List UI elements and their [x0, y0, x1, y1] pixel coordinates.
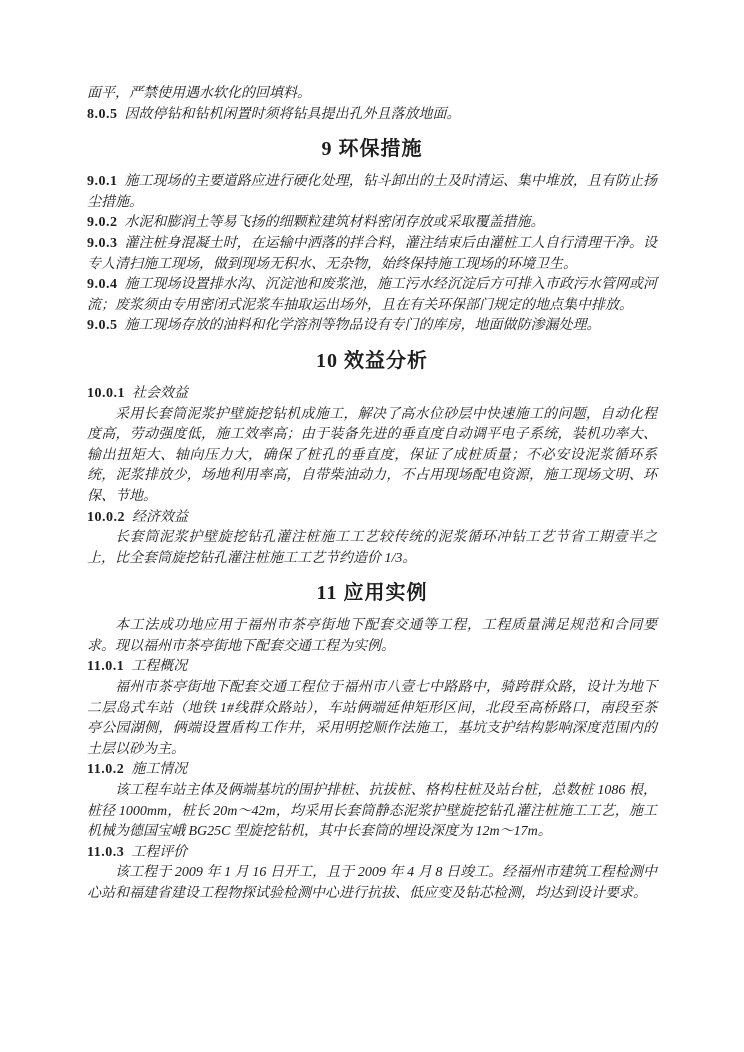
paragraph-project-evaluation: 该工程于 2009 年 1 月 16 日开工，且于 2009 年 4 月 8 日竣工。经福州市建筑工程检测中心站和福建省建设工程物探试验检测中心进行抗拔、低应变及钻芯检测，均达到设计要求。 — [87, 865, 657, 901]
clause-number: 11.0.2 — [87, 762, 125, 778]
subsection-title: 施工情况 — [131, 762, 188, 778]
clause-number: 11.0.1 — [87, 659, 125, 675]
clause-text: 施工现场存放的油料和化学溶剂等物品设有专门的库房，地面做防渗漏处理。 — [124, 318, 601, 334]
clause-text: 施工现场设置排水沟、沉淀池和废浆池，施工污水经沉淀后方可排入市政污水管网或河流；废浆须由专用密闭式泥浆车抽取运出场外，且在有关环保部门规定的地点集中排放。 — [87, 277, 657, 313]
clause-number: 9.0.3 — [87, 235, 118, 251]
subsection-title: 社会效益 — [132, 385, 188, 401]
continuation-paragraph: 面平，严禁使用遇水软化的回填料。 — [87, 86, 311, 101]
subsection-title: 经济效益 — [132, 509, 188, 525]
subsection-title: 工程概况 — [131, 659, 188, 675]
section-heading-11: 11 应用实例 — [316, 582, 428, 605]
clause-8-0-5 — [87, 105, 657, 126]
paragraph-social-benefit: 采用长套筒泥浆护壁旋挖钻机成施工，解决了高水位砂层中快速施工的问题，自动化程度高，劳动强度低，施工效率高；由于装备先进的垂直度自动调平电子系统，装机功率大、输出扭矩大、轴向压力大，确保了桩孔的垂直度，保证了成桩质量；不必安设泥浆循环系统，泥浆排放少，场地利用率高，自带柴油动力，不占用现场配电资源，施工现场文明、环保、节地。 — [87, 406, 657, 504]
section-heading-10: 10 效益分析 — [316, 349, 428, 372]
clause-text: 因故停钻和钻机闲置时须将钻具提出孔外且落放地面。 — [124, 106, 461, 122]
subsection-11-0-3 — [87, 843, 657, 864]
paragraph-project-overview: 福州市茶亭街地下配套交通工程位于福州市八壹七中路路中，骑跨群众路，设计为地下二层岛式车站（地铁 1#线群众路站），车站俩端延伸矩形区间，北段至高桥路口，南段至茶亭公园湖侧，俩端设置盾构工作井，采用明挖顺作法施工，基坑支护结构影响深度范围内的土层以砂为主。 — [87, 680, 657, 757]
paragraph-application-intro: 本工法成功地应用于福州市茶亭街地下配套交通等工程，工程质量满足规范和合同要求。现以福州市茶亭街地下配套交通工程为实例。 — [87, 618, 657, 654]
clause-number: 9.0.5 — [87, 318, 118, 334]
clause-9-0-1 — [87, 172, 657, 213]
clause-text: 灌注桩身混凝土时，在运输中洒落的拌合料，灌注结束后由灌桩工人自行清理干净。设专人清扫施工现场，做到现场无积水、无杂物，始终保持施工现场的环境卫生。 — [87, 235, 657, 272]
clause-9-0-4 — [87, 275, 657, 316]
clause-number: 10.0.1 — [87, 385, 125, 401]
clause-9-0-2 — [87, 213, 657, 234]
subsection-title: 工程评价 — [131, 844, 188, 860]
subsection-11-0-2 — [87, 760, 657, 781]
clause-number: 9.0.1 — [87, 174, 118, 190]
clause-9-0-5 — [87, 316, 657, 337]
clause-number: 10.0.2 — [87, 509, 125, 525]
subsection-10-0-1 — [87, 384, 657, 405]
section-heading-9: 9 环保措施 — [321, 138, 423, 161]
subsection-10-0-2 — [87, 508, 657, 529]
clause-9-0-3 — [87, 234, 657, 275]
clause-number: 11.0.3 — [87, 844, 125, 860]
clause-number: 9.0.4 — [87, 277, 118, 293]
clause-text: 施工现场的主要道路应进行硬化处理，钻斗卸出的土及时清运、集中堆放，且有防止扬尘措施。 — [87, 174, 657, 210]
paragraph-economic-benefit: 长套筒泥浆护壁旋挖钻孔灌注桩施工工艺较传统的泥浆循环冲钻工艺节省工期壹半之上，比全套筒旋挖钻孔灌注桩施工工艺节约造价 1/3。 — [87, 530, 657, 566]
clause-number: 8.0.5 — [87, 106, 118, 122]
clause-text: 水泥和膨润土等易飞扬的细颗粒建筑材料密闭存放或采取覆盖措施。 — [124, 215, 545, 231]
subsection-11-0-1 — [87, 657, 657, 678]
clause-number: 9.0.2 — [87, 215, 118, 231]
paragraph-construction-details: 该工程车站主体及俩端基坑的围护排桩、抗拔桩、格构柱桩及站台桩，总数桩 1086 根，桩径 1000mm，桩长 20m～42m，均采用长套筒静态泥浆护壁旋挖钻孔灌注桩施工工艺，施工机械为德国宝峨 BG25C 型旋挖钻机，其中长套筒的埋设深度为 12m～17m。 — [87, 783, 657, 840]
document-body — [87, 84, 657, 905]
